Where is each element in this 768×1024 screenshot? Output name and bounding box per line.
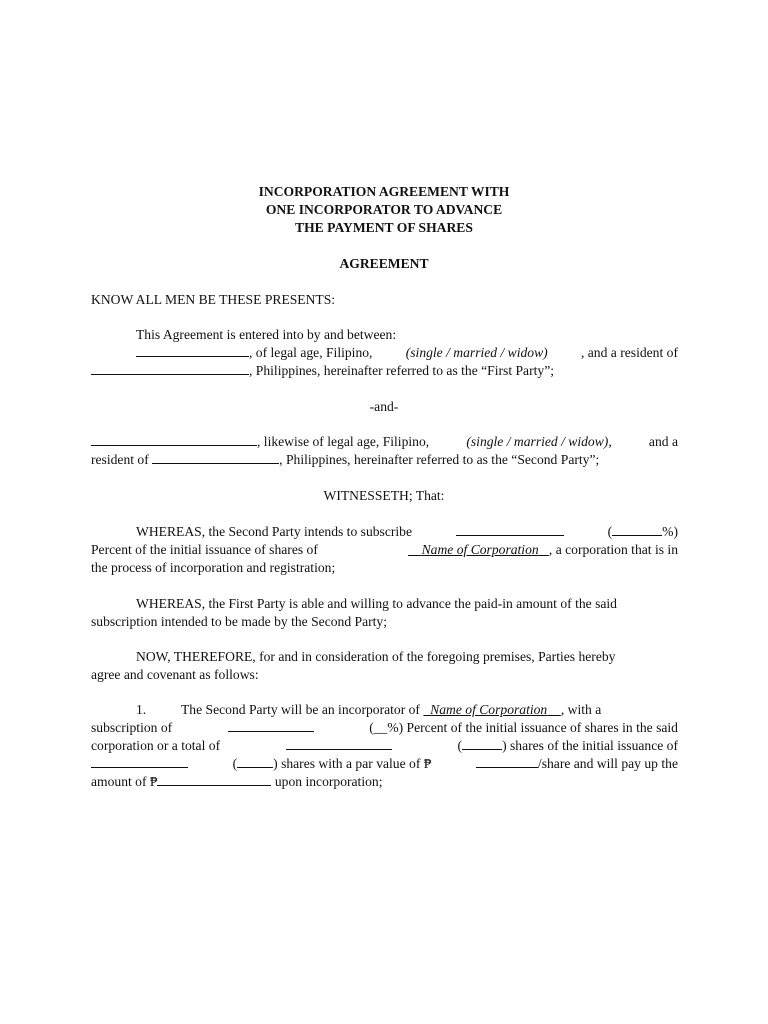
total-shares-blank (462, 737, 502, 750)
par-value-blank (476, 755, 538, 768)
corporation-name-field: Name of Corporation (421, 542, 539, 557)
total-blank (286, 737, 392, 750)
first-party-status: (single / married / widow) (405, 345, 548, 360)
witnesseth-heading: WITNESSETH; That: (323, 488, 445, 503)
item-1-number: 1. (136, 702, 147, 717)
title-line-2: ONE INCORPORATOR TO ADVANCE (265, 202, 503, 217)
second-party-status: (single / married / widow), (466, 434, 612, 449)
first-party-residence-blank (91, 362, 249, 375)
item-1-line-3: corporation or a total of ( ) shares of the initial issuance of (91, 738, 678, 753)
second-party-residence-blank (152, 451, 279, 464)
second-party-line-1: , likewise of legal age, Filipino, (single / married / widow), and a (91, 433, 678, 451)
whereas-1-line-3: the process of incorporation and registration; (91, 560, 336, 575)
subscription-blank (228, 719, 314, 732)
intro-line: This Agreement is entered into by and between: (136, 327, 397, 342)
item-1-line-2: subscription of (__%) Percent of the initial issuance of shares in the said (91, 720, 678, 735)
second-party-name-blank (91, 433, 257, 446)
know-all-men: KNOW ALL MEN BE THESE PRESENTS: (91, 292, 336, 307)
now-therefore-line-2: agree and covenant as follows: (91, 667, 259, 682)
subscribe-blank (456, 523, 564, 536)
first-party-name-blank (136, 344, 249, 357)
first-party-line-1: , of legal age, Filipino, (single / married / widow) , and a resident of (136, 344, 678, 362)
title-line-3: THE PAYMENT OF SHARES (295, 220, 473, 235)
second-party-line-2: resident of , Philippines, hereinafter referred to as the “Second Party”; (91, 452, 600, 467)
whereas-1-line-2: Percent of the initial issuance of shares of Name of Corporation , a corporation that is in (91, 542, 678, 557)
item-1-line-5: amount of ₱ upon incorporation; (91, 774, 383, 789)
title-line-1: INCORPORATION AGREEMENT WITH (258, 184, 510, 199)
document-title (0, 183, 768, 237)
item-1-corporation-name: Name of Corporation (430, 702, 548, 717)
first-party-line-2: , Philippines, hereinafter referred to as the “First Party”; (91, 362, 554, 380)
issuance-blank (91, 755, 188, 768)
item-1-line-4: ( ) shares with a par value of ₱ /share and will pay up the (91, 755, 678, 773)
percent-blank (612, 523, 662, 536)
shares-count-blank (237, 755, 273, 768)
and-separator: -and- (369, 399, 399, 414)
whereas-2-line-1: WHEREAS, the First Party is able and willing to advance the paid-in amount of the said (136, 596, 617, 611)
item-1-line-1: The Second Party will be an incorporator of Name of Corporation , with a (181, 702, 602, 717)
amount-blank (157, 773, 271, 786)
now-therefore-line-1: NOW, THEREFORE, for and in consideration of the foregoing premises, Parties hereby (136, 649, 616, 664)
whereas-1-line-1: WHEREAS, the Second Party intends to subscribe ( %) (136, 524, 678, 539)
whereas-2-line-2: subscription intended to be made by the Second Party; (91, 614, 387, 629)
agreement-heading: AGREEMENT (339, 256, 429, 271)
